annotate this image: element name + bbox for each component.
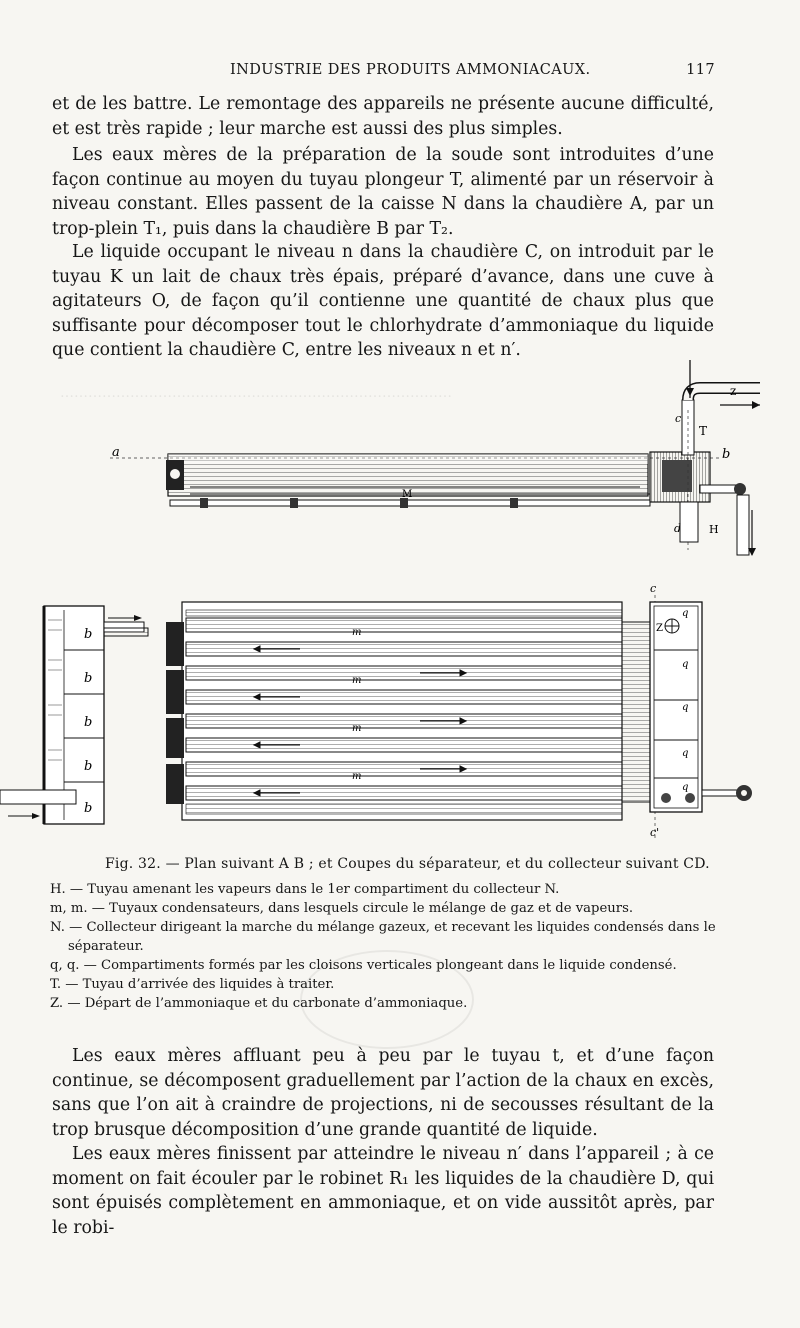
legend-item: séparateur. — [68, 939, 144, 954]
label-t: T — [699, 424, 708, 438]
label-c-top: c — [650, 582, 657, 595]
legend-item: Z. — Départ de l’ammoniaque et du carbonate d’ammoniaque. — [50, 996, 468, 1011]
legend-item: T. — Tuyau d’arrivée des liquides à traiter. — [50, 977, 335, 992]
figure-caption: Fig. 32. — Plan suivant A B ; et Coupes du séparateur, et du collecteur suivant CD. — [105, 856, 710, 872]
paragraph-1: et de les battre. Le remontage des appareils ne présente aucune difficulté, et est très rapide ; leur marche est aussi des plus simples. — [52, 94, 714, 139]
label-b: b — [722, 447, 731, 462]
label-m-3: m — [352, 723, 362, 734]
label-b-1: b — [84, 627, 93, 642]
side-elevation — [110, 360, 760, 556]
technical-figure — [0, 360, 800, 860]
label-m-2: m — [352, 675, 362, 686]
legend-item: N. — Collecteur dirigeant la marche du mélange gazeux, et recevant les liquides condensés dans le — [50, 920, 716, 935]
paragraph-2: Les eaux mères de la préparation de la soude sont introduites d’une façon continue au moyen du tuyau plongeur T, alimenté par un réservoir à niveau constant. Elles passent de la caisse N dans la chaudière A, par un trop-plein T₁, puis dans la chaudière B par T₂. — [52, 145, 714, 239]
label-b-5: b — [84, 801, 93, 816]
label-c: c — [675, 412, 682, 425]
legend-item: H. — Tuyau amenant les vapeurs dans le 1er compartiment du collecteur N. — [50, 882, 560, 897]
label-q-4: q — [682, 748, 689, 759]
label-c-bottom: c' — [650, 826, 660, 839]
legend-item: m, m. — Tuyaux condensateurs, dans lesquels circule le mélange de gaz et de vapeurs. — [50, 901, 634, 916]
paragraph-3: Le liquide occupant le niveau n dans la chaudière C, on introduit par le tuyau K un lait de chaux très épais, préparé d’avance, dans une cuve à agitateurs O, de façon qu’il contienne une quantité de chaux plus que suffisante pour décomposer tout le chlorhydrate d’ammoniaque du liquide que contient la chaudière C, entre les niveaux n et n′. — [52, 242, 714, 360]
running-title: INDUSTRIE DES PRODUITS AMMONIACAUX. — [230, 62, 591, 78]
legend-item: q, q. — Compartiments formés par les cloisons verticales plongeant dans le liquide condensé. — [50, 958, 677, 973]
label-m-4: m — [352, 771, 362, 782]
label-h: H — [709, 523, 719, 536]
label-q-5: q — [682, 782, 689, 793]
label-z-top: z — [730, 384, 737, 398]
paragraph-5: Les eaux mères finissent par atteindre le niveau n′ dans l’appareil ; à ce moment on fait écouler par le robinet R₁ les liquides de la chaudière D, qui sont épuisés complètement en ammoniaque, et on vide aussitôt après, par le robi- — [52, 1144, 714, 1238]
figure-legend — [50, 880, 740, 1013]
label-b-4: b — [84, 759, 93, 774]
label-m-big: M — [402, 489, 413, 500]
label-m-1: m — [352, 627, 362, 638]
label-d: d — [674, 522, 682, 535]
label-q-2: q — [682, 659, 689, 670]
label-b-3: b — [84, 715, 93, 730]
page-header — [50, 62, 715, 84]
label-a: a — [112, 445, 120, 460]
label-q-1: q — [682, 608, 689, 619]
page-number: 117 — [686, 62, 715, 78]
paragraph-4: Les eaux mères affluant peu à peu par le tuyau t, et d’une façon continue, se décomposent graduellement par l’action de la chaux en excès, sans que l’on ait à craindre de projections, ni de secousses résultant de la trop brusque décomposition d’une grande quantité de liquide. — [52, 1046, 714, 1140]
label-q-3: q — [682, 702, 689, 713]
plan-view — [0, 582, 752, 840]
bleed-through-text: ………………………………………………………………………… — [60, 385, 452, 401]
label-z-plan: Z — [656, 623, 663, 634]
label-b-2: b — [84, 671, 93, 686]
